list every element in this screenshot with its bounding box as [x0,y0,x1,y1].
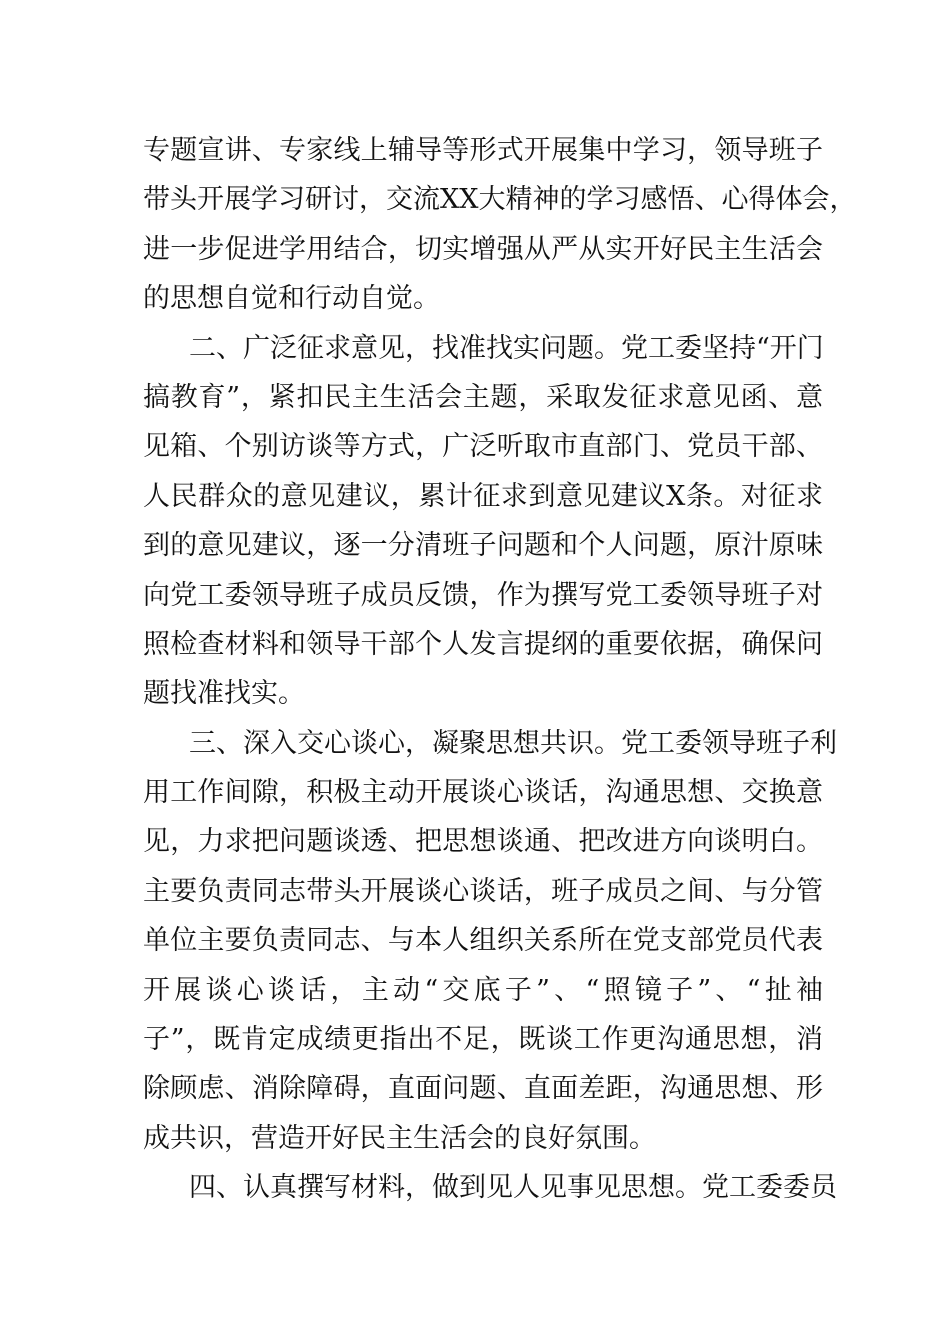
paragraph-study-continued [143,126,857,324]
text-line: 搞教育”，紧扣民主生活会主题，采取发征求意见函、意 [143,381,823,413]
text-line: 向党工委领导班子成员反馈，作为撰写党工委领导班子对 [143,579,823,611]
text-line: 除顾虑、消除障碍，直面问题、直面差距，沟通思想、形 [143,1073,823,1105]
text-line: 单位主要负责同志、与本人组织关系所在党支部党员代表 [143,925,823,957]
text-line: 用工作间隙，积极主动开展谈心谈话，沟通思想、交换意 [143,777,823,809]
text-line: 四、认真撰写材料，做到见人见事见思想。党工委委员 [189,1172,837,1204]
text-line: 人民群众的意见建议，累计征求到意见建议X条。对征求 [143,480,823,512]
text-line: 题找准找实。 [143,678,305,710]
paragraph-section-three [143,719,837,1164]
text-line: 三、深入交心谈心，凝聚思想共识。党工委领导班子利 [189,727,837,759]
text-line: 专题宣讲、专家线上辅导等形式开展集中学习，领导班子 [143,135,823,166]
text-line: 子”，既肯定成绩更指出不足，既谈工作更沟通思想，消 [143,1024,823,1056]
text-line: 到的意见建议，逐一分清班子问题和个人问题，原汁原味 [143,530,823,562]
text-line: 主要负责同志带头开展谈心谈话，班子成员之间、与分管 [143,875,823,907]
text-line: 带头开展学习研讨，交流XX大精神的学习感悟、心得体会， [143,184,857,216]
body-text [143,126,857,1213]
text-line: 进一步促进学用结合，切实增强从严从实开好民主生活会 [143,233,823,265]
text-line: 开展谈心谈话，主动“交底子”、“照镜子”、“扯袖 [143,974,823,1006]
paragraph-section-four [143,1163,837,1212]
text-line: 二、广泛征求意见，找准找实问题。党工委坚持“开门 [189,332,824,364]
text-line: 的思想自觉和行动自觉。 [143,283,440,315]
text-line: 照检查材料和领导干部个人发言提纲的重要依据，确保问 [143,628,823,660]
text-line: 见，力求把问题谈透、把思想谈通、把改进方向谈明白。 [143,826,823,858]
text-line: 成共识，营造开好民主生活会的良好氛围。 [143,1122,656,1154]
text-line: 见箱、个别访谈等方式，广泛听取市直部门、党员干部、 [143,431,823,463]
paragraph-section-two [143,324,823,719]
